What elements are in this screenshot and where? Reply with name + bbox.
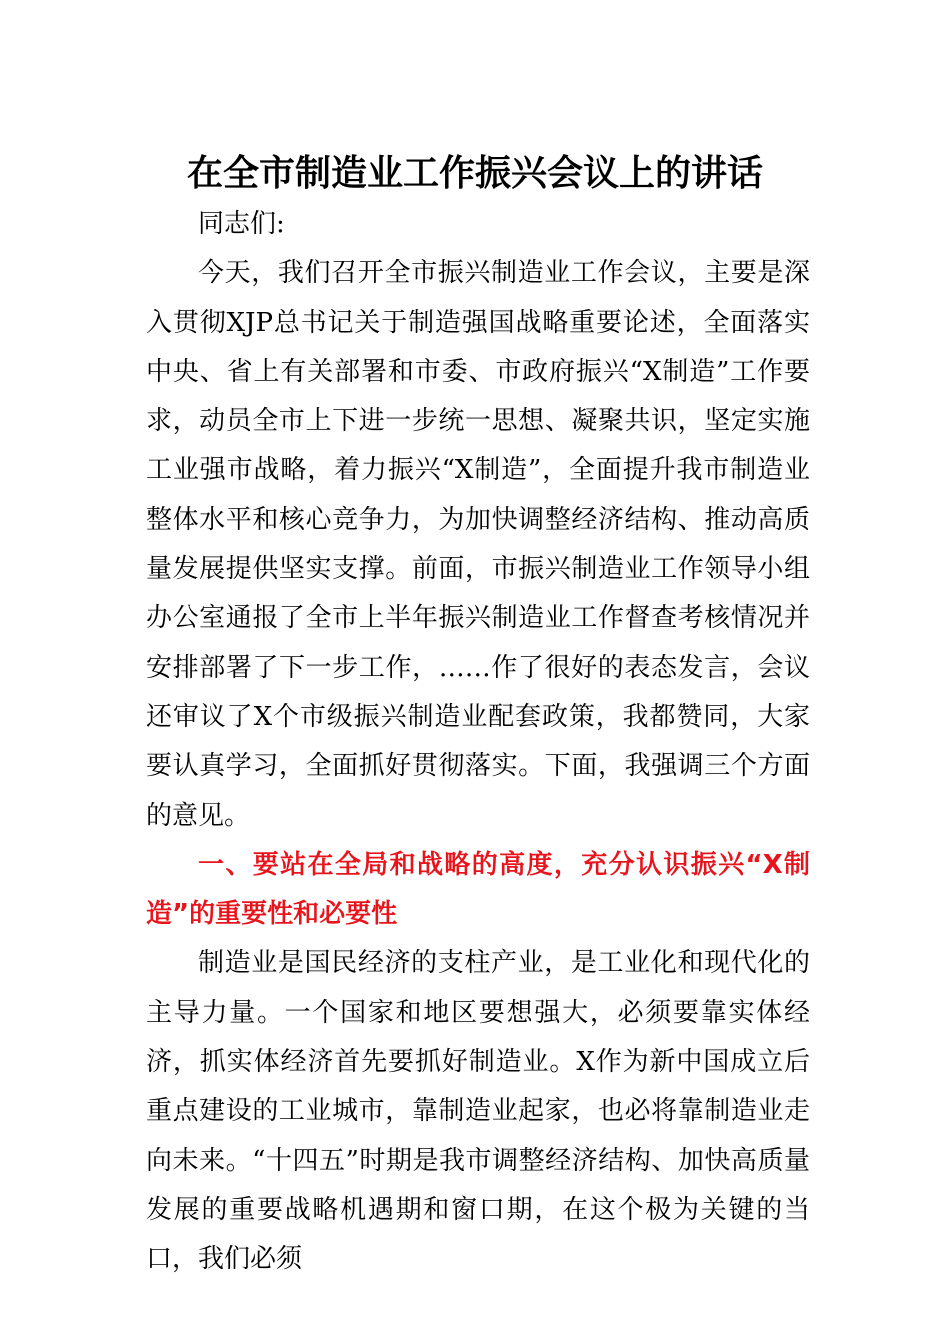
document-body <box>146 200 810 1285</box>
salutation: 同志们: <box>198 209 285 239</box>
paragraph-intro: 今天，我们召开全市振兴制造业工作会议，主要是深入贯彻XJP总书记关于制造强国战略重要论述，全面落实中央、省上有关部署和市委、市政府振兴“X制造”工作要求，动员全市上下进一步统一思想、凝聚共识，坚定实施工业强市战略，着力振兴“X制造”，全面提升我市制造业整体水平和核心竞争力，为加快调整经济结构、推动高质量发展提供坚实支撑。前面，市振兴制造业工作领导小组办公室通报了全市上半年振兴制造业工作督查考核情况并安排部署了下一步工作，……作了很好的表态发言，会议还审议了X个市级振兴制造业配套政策，我都赞同，大家要认真学习，全面抓好贯彻落实。下面，我强调三个方面的意见。 <box>146 258 810 831</box>
document-title: 在全市制造业工作振兴会议上的讲话 <box>186 153 763 194</box>
section-heading-1: 一、要站在全局和战略的高度，充分认识振兴“X制造”的重要性和必要性 <box>146 849 810 930</box>
paragraph-section-1: 制造业是国民经济的支柱产业，是工业化和现代化的主导力量。一个国家和地区要想强大，必须要靠实体经济，抓实体经济首先要抓好制造业。X作为新中国成立后重点建设的工业城市，靠制造业起家，也必将靠制造业走向未来。“十四五”时期是我市调整经济结构、加快高质量发展的重要战略机遇期和窗口期，在这个极为关键的当口，我们必须 <box>146 948 810 1275</box>
